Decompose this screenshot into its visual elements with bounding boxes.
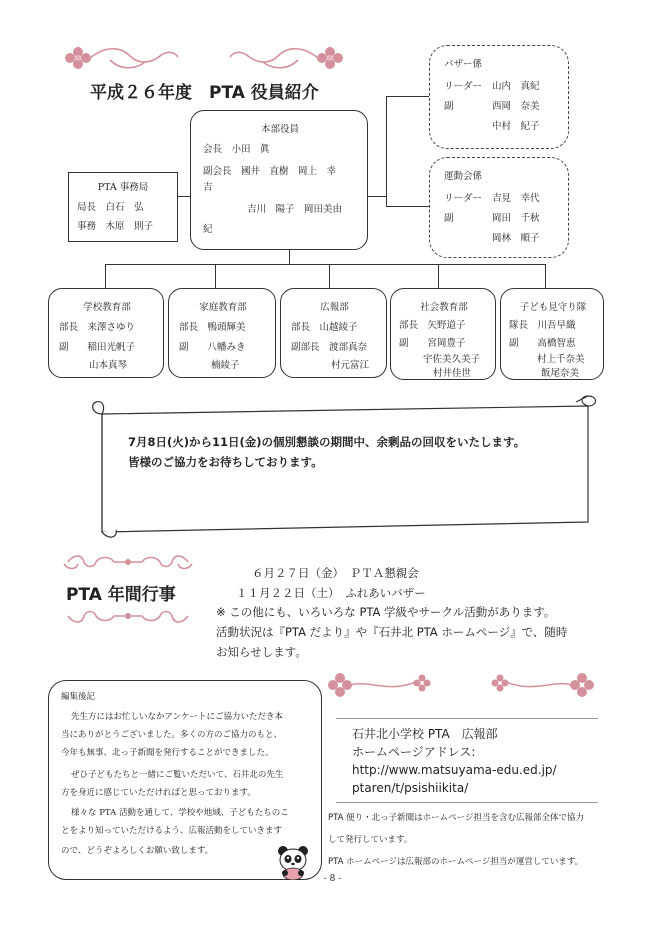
divider	[336, 802, 598, 803]
connector-line	[368, 196, 386, 197]
bazaar-committee-box	[429, 45, 569, 149]
events-note: ※ この他にも、いろいろな PTA 学級やサークル活動があります。	[216, 605, 556, 619]
editor-note-line: 方を身近に感じていただければと思っております。	[61, 788, 256, 798]
pta-office-heading: PTA 事務局	[97, 182, 149, 193]
events-note: 活動状況は『PTA だより』や『石井北 PTA ホームページ』で、随時	[216, 625, 568, 639]
notice-text	[128, 432, 578, 472]
sports-name: 吉見 幸代	[492, 193, 540, 204]
bazaar-name: 山内 真紀	[492, 81, 540, 92]
connector-line	[289, 250, 290, 264]
department-box	[280, 288, 387, 378]
bazaar-name: 中村 紀子	[492, 121, 540, 132]
pta-office-line: 局長 白石 弘	[77, 202, 144, 213]
flourish-ornament-top-left	[60, 42, 190, 74]
department-heading: 子ども見守り隊	[519, 302, 587, 313]
department-heading: 社会教育部	[420, 302, 468, 313]
flower-ornament-right	[486, 668, 596, 698]
department-line: 村元富江	[331, 360, 370, 371]
headquarters-heading: 本部役員	[260, 124, 299, 135]
editor-note-line: 今年も無事、北っ子新聞を発行することができました。	[61, 748, 274, 758]
connector-line	[105, 264, 106, 288]
editor-note-line: 当にありがとうございました。多くの方のご協力のもと、	[61, 730, 283, 740]
connector-line	[386, 96, 387, 206]
department-line: 村井佳世	[433, 368, 472, 379]
department-line: 村上千奈美	[537, 354, 585, 365]
connector-line	[105, 264, 545, 265]
department-box	[168, 288, 276, 378]
headquarters-line: 紀	[203, 224, 213, 235]
department-line: 副 稲田光帆子	[59, 342, 136, 353]
department-line: 副部長 渡部真奈	[291, 342, 368, 353]
department-line: 副 八幡みき	[179, 342, 246, 353]
department-heading: 学校教育部	[83, 302, 131, 313]
department-line: 隊長 川吾早織	[509, 320, 576, 331]
department-line: 部長 来澤さゆり	[59, 322, 136, 333]
department-heading: 家庭教育部	[199, 302, 247, 313]
events-heading: PTA 年間行事	[66, 585, 176, 605]
department-heading: 広報部	[320, 302, 349, 313]
connector-line	[178, 196, 190, 197]
department-box	[500, 288, 604, 380]
department-box	[48, 288, 164, 378]
page-title: 平成２６年度 PTA 役員紹介	[90, 83, 319, 103]
flourish-ornament-top-right	[218, 42, 348, 74]
event-item: ６月２７日（金） ＰＴＡ懇親会	[252, 566, 419, 580]
connector-line	[215, 264, 216, 288]
contact-url[interactable]: ptaren/t/psishiikita/	[352, 781, 469, 795]
contact-hp-label: ホームページアドレス:	[352, 745, 476, 759]
flower-ornament-left	[326, 668, 436, 698]
department-box	[390, 288, 496, 380]
event-item: １１月２２日（土） ふれあいバザー	[236, 586, 426, 600]
headquarters-line: 吉	[203, 182, 213, 193]
department-line: 部長 山越綾子	[291, 322, 358, 333]
footnote-line: PTA ホームページは広報部のホームページ担当が運営しています。	[328, 857, 584, 867]
connector-line	[329, 264, 330, 288]
sports-name: 岡田 千秋	[492, 213, 540, 224]
contact-school: 石井北小学校 PTA 広報部	[352, 727, 498, 741]
bazaar-role: リーダー	[444, 81, 483, 92]
page-number: - 8 -	[323, 874, 342, 884]
department-line: 飯尾奈美	[541, 368, 580, 379]
sports-committee-box	[429, 157, 569, 258]
headquarters-line: 吉川 陽子 岡田美由	[247, 204, 343, 215]
notice-line: 7月8日(火)から11日(金)の個別懇談の期間中、余剰品の回収をいたします。	[128, 435, 526, 449]
bazaar-role: 副	[444, 101, 454, 112]
department-line: 山本真琴	[89, 360, 128, 371]
sports-heading: 運動会係	[444, 171, 483, 182]
pta-office-box	[68, 172, 178, 242]
connector-line	[386, 96, 429, 97]
editor-note-line: とをより知っていただけるよう、広報活動をしていきます	[61, 826, 283, 836]
department-line: 副 高橋智恵	[509, 338, 576, 349]
divider	[336, 718, 598, 719]
department-line: 宇佐美久美子	[423, 354, 481, 365]
sports-role: リーダー	[444, 193, 483, 204]
flourish-ornament-events-bottom	[60, 606, 196, 626]
editor-note-line: 様々な PTA 活動を通して、学校や地域、子どもたちのこ	[71, 808, 289, 818]
connector-line	[438, 264, 439, 288]
editor-note-line: 先生方にはお忙しいなかアンケートにご協力いただき本	[71, 712, 283, 722]
department-line: 部長 鴨頭輝美	[179, 322, 246, 333]
connector-line	[545, 264, 546, 288]
editor-note-line: ぜひ子どもたちと一緒にご覧いただいて、石井北の先生	[71, 770, 284, 780]
sports-name: 岡林 順子	[492, 233, 540, 244]
department-line: 部長 矢野道子	[399, 320, 466, 331]
contact-url[interactable]: http://www.matsuyama-edu.ed.jp/	[352, 763, 557, 777]
headquarters-officers-box	[190, 110, 368, 250]
headquarters-line: 会長 小田 眞	[203, 144, 270, 155]
notice-line: 皆様のご協力をお待ちしております。	[128, 455, 323, 469]
editor-note-heading: 編集後記	[61, 692, 96, 702]
footnote-line: PTA 便り・北っ子新聞はホームページ担当を含む広報部全体で協力	[328, 813, 585, 823]
flourish-ornament-events	[60, 552, 196, 572]
connector-line	[386, 206, 429, 207]
footnote-line: して発行しています。	[328, 835, 413, 845]
headquarters-line: 副会長 國井 直樹 岡上 幸	[203, 166, 337, 177]
department-line: 楠綾子	[211, 360, 240, 371]
events-note: お知らせします。	[216, 645, 307, 659]
pta-office-line: 事務 木原 則子	[77, 221, 154, 232]
bazaar-name: 西岡 奈美	[492, 101, 540, 112]
bazaar-heading: バザー係	[444, 59, 483, 70]
editor-note-line: ので、どうぞよろしくお願い致します。	[61, 846, 214, 856]
department-line: 副 宮岡豊子	[399, 338, 466, 349]
sports-role: 副	[444, 213, 454, 224]
